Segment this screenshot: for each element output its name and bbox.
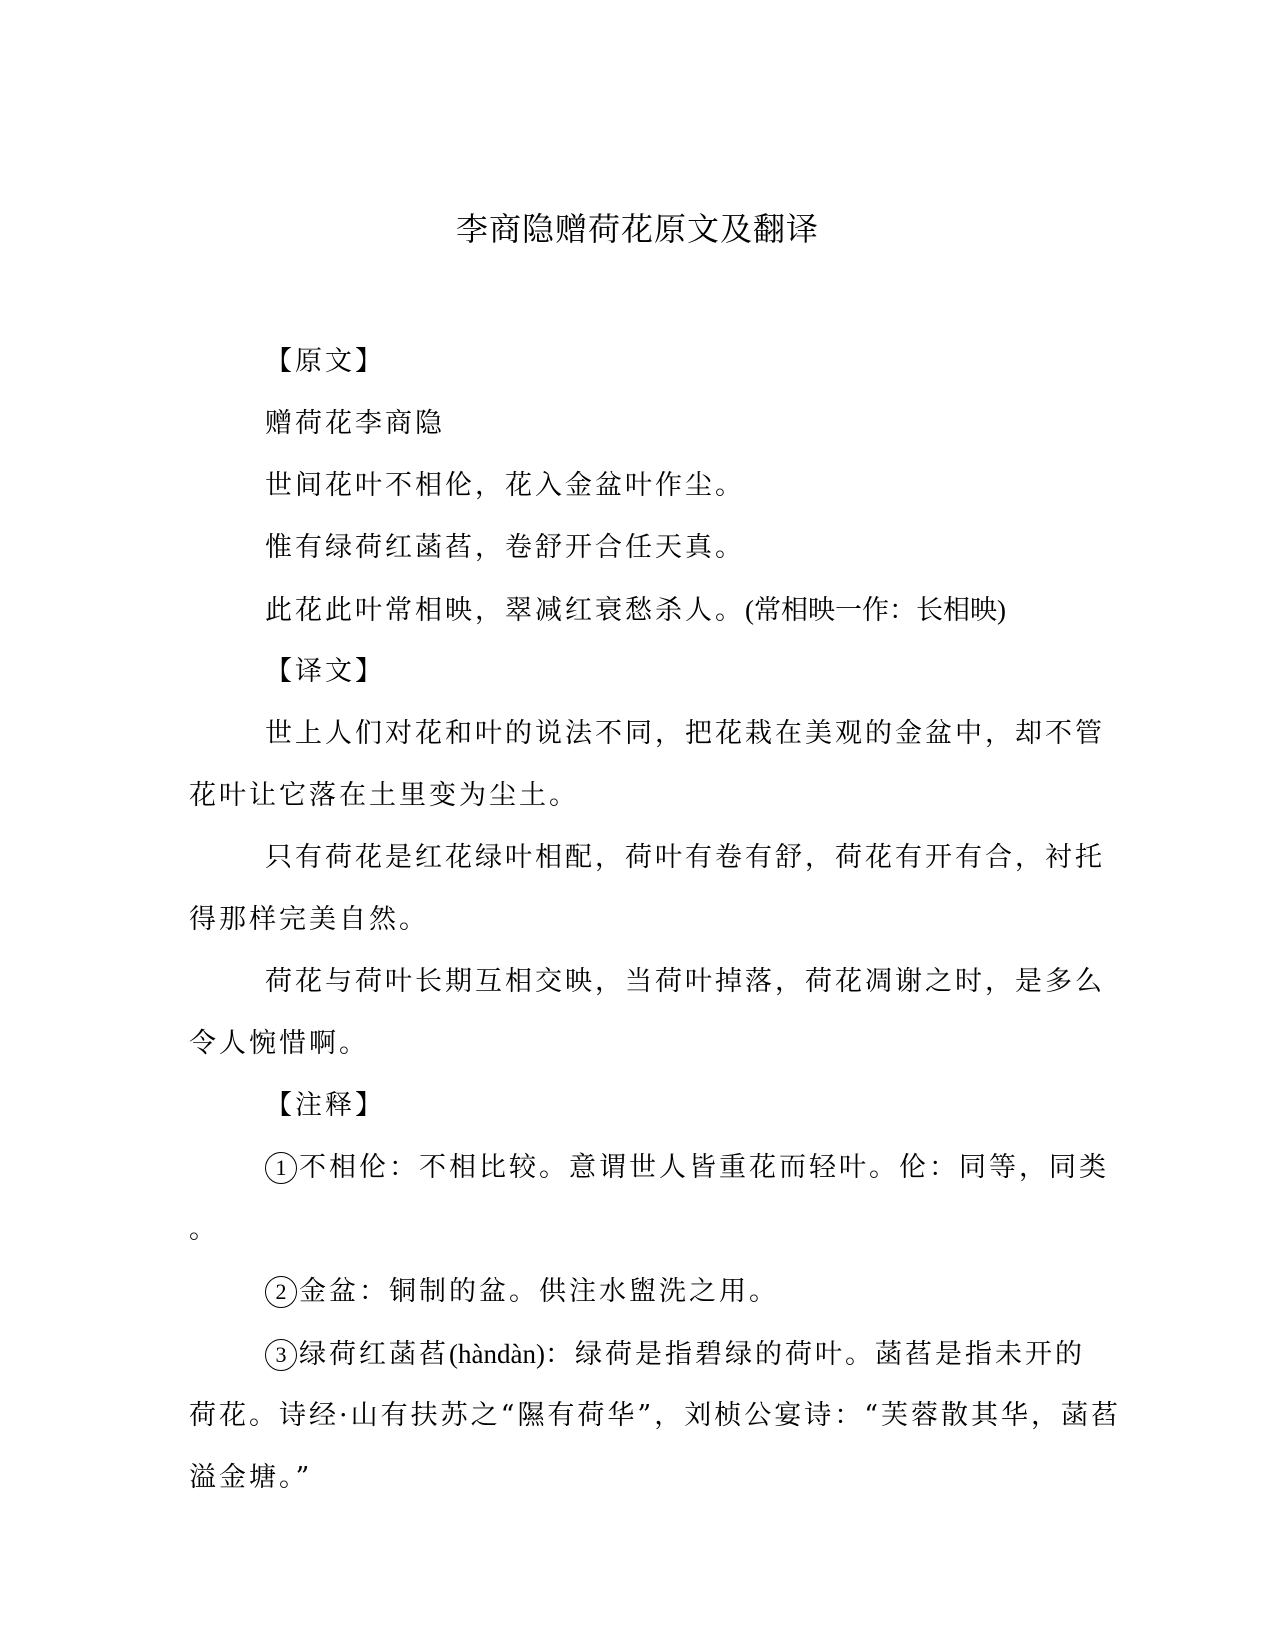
translation-paragraph-line: 只有荷花是红花绿叶相配，荷叶有卷有舒，荷花有开有合，衬托	[265, 842, 1105, 873]
note-number-badge: 2	[265, 1276, 297, 1308]
original-heading: 【原文】	[265, 346, 385, 377]
translation-paragraph-line: 世上人们对花和叶的说法不同，把花栽在美观的金盆中，却不管	[265, 718, 1105, 749]
document-body	[189, 331, 1121, 1509]
page-title: 李商隐赠荷花原文及翻译	[455, 210, 819, 248]
translation-paragraph-line: 得那样完美自然。	[189, 904, 429, 935]
translation-paragraph-line: 令人惋惜啊。	[189, 1028, 369, 1059]
pinyin: (hàndàn)	[449, 1339, 545, 1369]
note-text-continued: 。	[189, 1214, 219, 1245]
poem-title: 赠荷花李商隐	[265, 408, 445, 439]
note-text-continued: 荷花。诗经·山有扶苏之“隰有荷华”，刘桢公宴诗：“芙蓉散其华，菡萏	[189, 1400, 1121, 1431]
note-text: 金盆：铜制的盆。供注水盥洗之用。	[299, 1276, 779, 1307]
notes-heading: 【注释】	[265, 1090, 385, 1121]
note-item	[189, 1137, 1109, 1199]
poem-variant-note: (常相映一作：长相映)	[745, 595, 1006, 625]
poem-line: 惟有绿荷红菡萏，卷舒开合任天真。	[265, 532, 745, 563]
poem-line: 世间花叶不相伦，花入金盆叶作尘。	[265, 470, 745, 501]
note-text: 不相伦：不相比较。意谓世人皆重花而轻叶。伦：同等，同类	[299, 1152, 1109, 1183]
note-number-badge: 3	[265, 1339, 297, 1371]
translation-heading: 【译文】	[265, 656, 385, 687]
note-text: ：绿荷是指碧绿的荷叶。菡萏是指未开的	[544, 1339, 1085, 1370]
translation-paragraph-line: 花叶让它落在土里变为尘土。	[189, 780, 579, 811]
note-text-continued: 溢金塘。”	[189, 1462, 313, 1493]
poem-line-text: 此花此叶常相映，翠减红衰愁杀人。	[265, 595, 745, 626]
translation-paragraph-line: 荷花与荷叶长期互相交映，当荷叶掉落，荷花凋谢之时，是多么	[265, 966, 1105, 997]
note-item	[189, 1323, 1089, 1385]
note-item	[189, 1261, 1089, 1323]
note-text: 绿荷红菡萏	[299, 1339, 449, 1370]
poem-line	[189, 579, 1089, 641]
note-number-badge: 1	[265, 1152, 297, 1184]
